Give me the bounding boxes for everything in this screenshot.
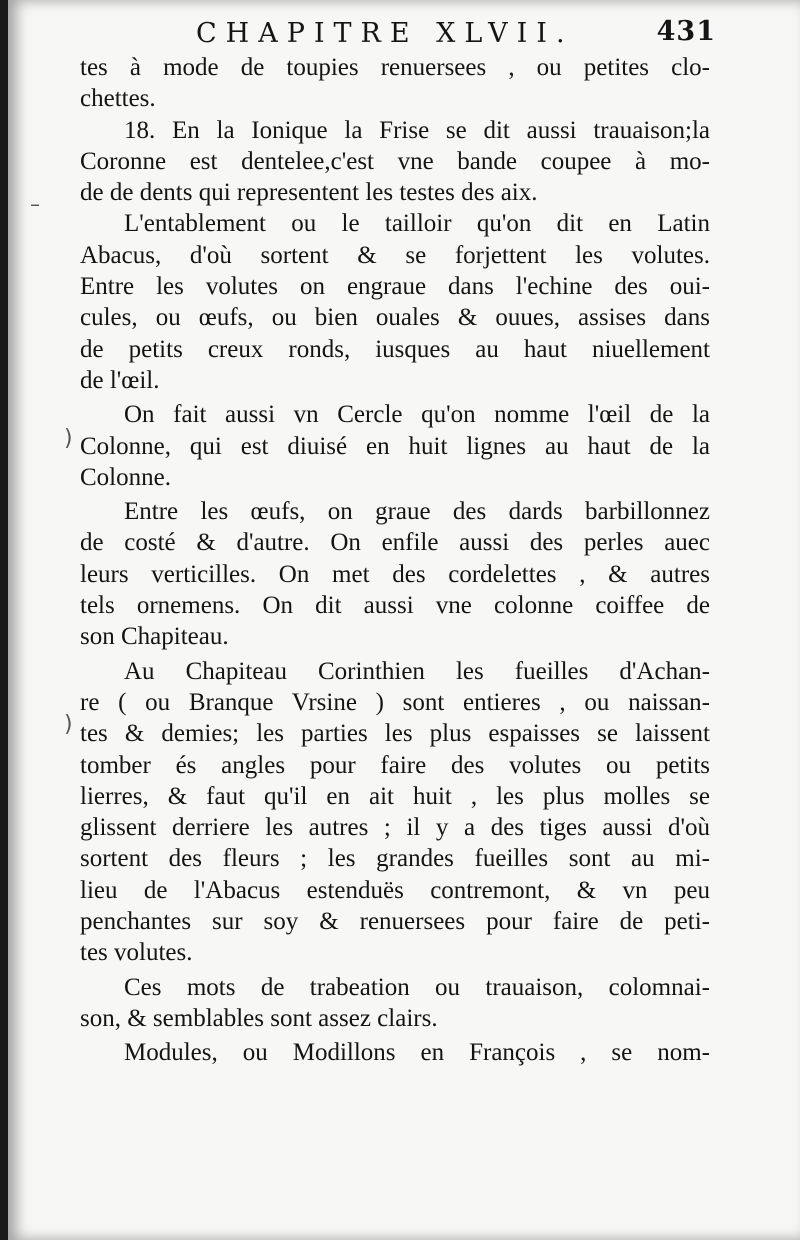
text-line: de petits creux ronds, iusques au haut niuellement [80, 335, 710, 363]
text-line: Au Chapiteau Corinthien les fueilles d'Achan- [124, 657, 710, 685]
text-line: Colonne, qui est diuisé en huit lignes au haut de la [80, 432, 710, 460]
text-line: son, & semblables sont assez clairs. [80, 1004, 438, 1032]
book-page [8, 0, 800, 1240]
text-line: cules, ou œufs, ou bien ouales & ouues, assises dans [80, 304, 710, 332]
text-line: tes volutes. [80, 939, 193, 967]
text-line: re ( ou Branque Vrsine ) sont entieres , ou naissan- [80, 688, 710, 716]
margin-paren-mark: ) [64, 426, 73, 451]
chapter-title: CHAPITRE XLVII. [196, 18, 574, 49]
text-line: tels ornemens. On dit aussi vne colonne coiffee de [80, 592, 710, 620]
text-line: leurs verticilles. On met des cordelettes , & autres [80, 560, 710, 588]
text-line: chettes. [80, 85, 156, 113]
text-line: Coronne est dentelee,c'est vne bande coupee à mo- [80, 147, 710, 175]
text-line: Entre les œufs, on graue des dards barbillonnez [124, 498, 710, 526]
page-number: 431 [656, 16, 716, 47]
text-line: tomber és angles pour faire des volutes ou petits [80, 751, 710, 779]
text-line: de de dents qui representent les testes des aix. [80, 179, 538, 207]
text-line: Colonne. [80, 463, 171, 491]
text-line: Ces mots de trabeation ou trauaison, colomnai- [124, 973, 710, 1001]
text-line: son Chapiteau. [80, 623, 229, 651]
margin-dash-mark: – [30, 192, 40, 216]
running-header [196, 14, 716, 54]
body-text [80, 52, 710, 1069]
margin-paren-mark: ) [64, 712, 73, 737]
text-line: On fait aussi vn Cercle qu'on nomme l'œil de la [124, 401, 710, 429]
text-line: 18. En la Ionique la Frise se dit aussi trauaison;la [124, 116, 710, 144]
text-line: glissent derriere les autres ; il y a des tiges aussi d'où [80, 814, 710, 842]
text-line: L'entablement ou le tailloir qu'on dit en Latin [124, 210, 710, 238]
text-line: Entre les volutes on engraue dans l'echine des oui- [80, 273, 710, 301]
text-line: lieu de l'Abacus estenduës contremont, & vn peu [80, 876, 710, 904]
text-line: tes à mode de toupies renuersees , ou petites clo- [80, 54, 710, 81]
text-line: Abacus, d'où sortent & se forjettent les volutes. [80, 241, 710, 269]
text-line: penchantes sur soy & renuersees pour faire de peti- [80, 908, 710, 936]
text-line: sortent des fleurs ; les grandes fueilles sont au mi- [80, 845, 710, 873]
text-line: de l'œil. [80, 366, 160, 394]
text-line: de costé & d'autre. On enfile aussi des perles auec [80, 529, 710, 557]
text-line: Modules, ou Modillons en François , se nom- [124, 1039, 710, 1067]
text-line: tes & demies; les parties les plus espaisses se laissent [80, 720, 710, 748]
text-line: lierres, & faut qu'il en ait huit , les plus molles se [80, 782, 710, 810]
